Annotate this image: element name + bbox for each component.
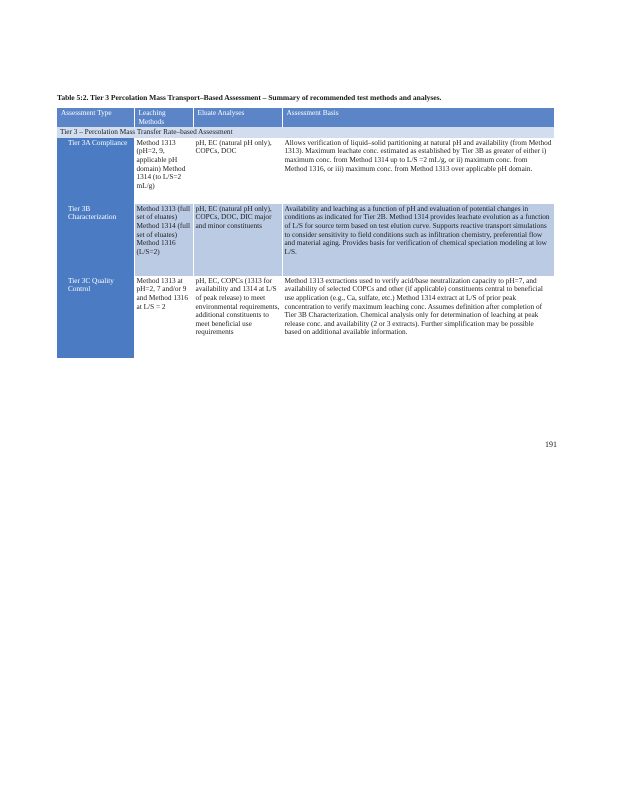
row-tier-3b-basis: Availability and leaching as a function of pH and evaluation of potential changes in conditions as indicated for Tier 2B. Method 1314 provides leachate evolution as a function of L/S for source term based on test elution curve. Supports reactive transport simulations to consider sensitivity to field conditions such as infiltration chemistry, preferential flow and material aging. Provides basis for verification of chemical speciation modeling at low L/S. (282, 204, 554, 276)
header-leaching-methods: Leaching Methods (134, 108, 193, 127)
table-row (57, 138, 554, 204)
row-tier-3a-basis: Allows verification of liquid–solid partitioning at natural pH and availability (from Method 1313). Maximum leachate conc. estimated as established by Tier 3B as greater of either i) maximum conc. from Method 1314 up to L/S =2 mL/g, or ii) maximum conc. from Method 1316, or iii) maximum conc. from Method 1313 over applicable pH domain. (282, 138, 554, 204)
section-label: Tier 3 – Percolation Mass Transfer Rate–based Assessment (57, 127, 554, 138)
header-assessment-type: Assessment Type (57, 108, 134, 127)
row-tier-3b-eluate: pH, EC (natural pH only), COPCs, DOC, DIC major and minor constituents (193, 204, 282, 276)
page-number: 191 (545, 440, 557, 449)
table-caption: Table 5:2. Tier 3 Percolation Mass Transport–Based Assessment – Summary of recommended test methods and analyses. (57, 93, 442, 102)
assessment-table (57, 108, 555, 358)
table-row (57, 276, 554, 358)
row-tier-3a-methods: Method 1313 (pH=2, 9, applicable pH domain) Method 1314 (to L/S=2 mL/g) (134, 138, 193, 204)
table-header-row (57, 108, 554, 127)
row-tier-3c-type: Tier 3C Quality Control (57, 276, 134, 358)
row-tier-3b-methods: Method 1313 (full set of eluates) Method 1314 (full set of eluates) Method 1316 (L/S=2) (134, 204, 193, 276)
table-row (57, 204, 554, 276)
header-eluate-analyses: Eluate Analyses (193, 108, 282, 127)
row-tier-3c-basis: Method 1313 extractions used to verify acid/base neutralization capacity to pH=7, and availability of selected COPCs and other (if applicable) constituents central to beneficial use application (e.g., Ca, sulfate, etc.) Method 1314 extract at L/S of prior peak concentration to verify maximum leaching conc. Assumes definition after completion of Tier 3B Characterization. Chemical analysis only for determination of leaching at peak release conc. and availability (2 or 3 extracts). Further simplification may be possible based on additional available information. (282, 276, 554, 358)
row-tier-3a-eluate: pH, EC (natural pH only), COPCs, DOC (193, 138, 282, 204)
header-assessment-basis: Assessment Basis (282, 108, 554, 127)
row-tier-3c-eluate: pH, EC, COPCs (1313 for availability and 1314 at L/S of peak release) to meet environmental requirements, additional constituents to meet beneficial use requirements (193, 276, 282, 358)
row-tier-3a-type: Tier 3A Compliance (57, 138, 134, 204)
row-tier-3c-methods: Method 1313 at pH=2, 7 and/or 9 and Method 1316 at L/S = 2 (134, 276, 193, 358)
row-tier-3b-type: Tier 3B Characterization (57, 204, 134, 276)
section-row (57, 127, 554, 138)
